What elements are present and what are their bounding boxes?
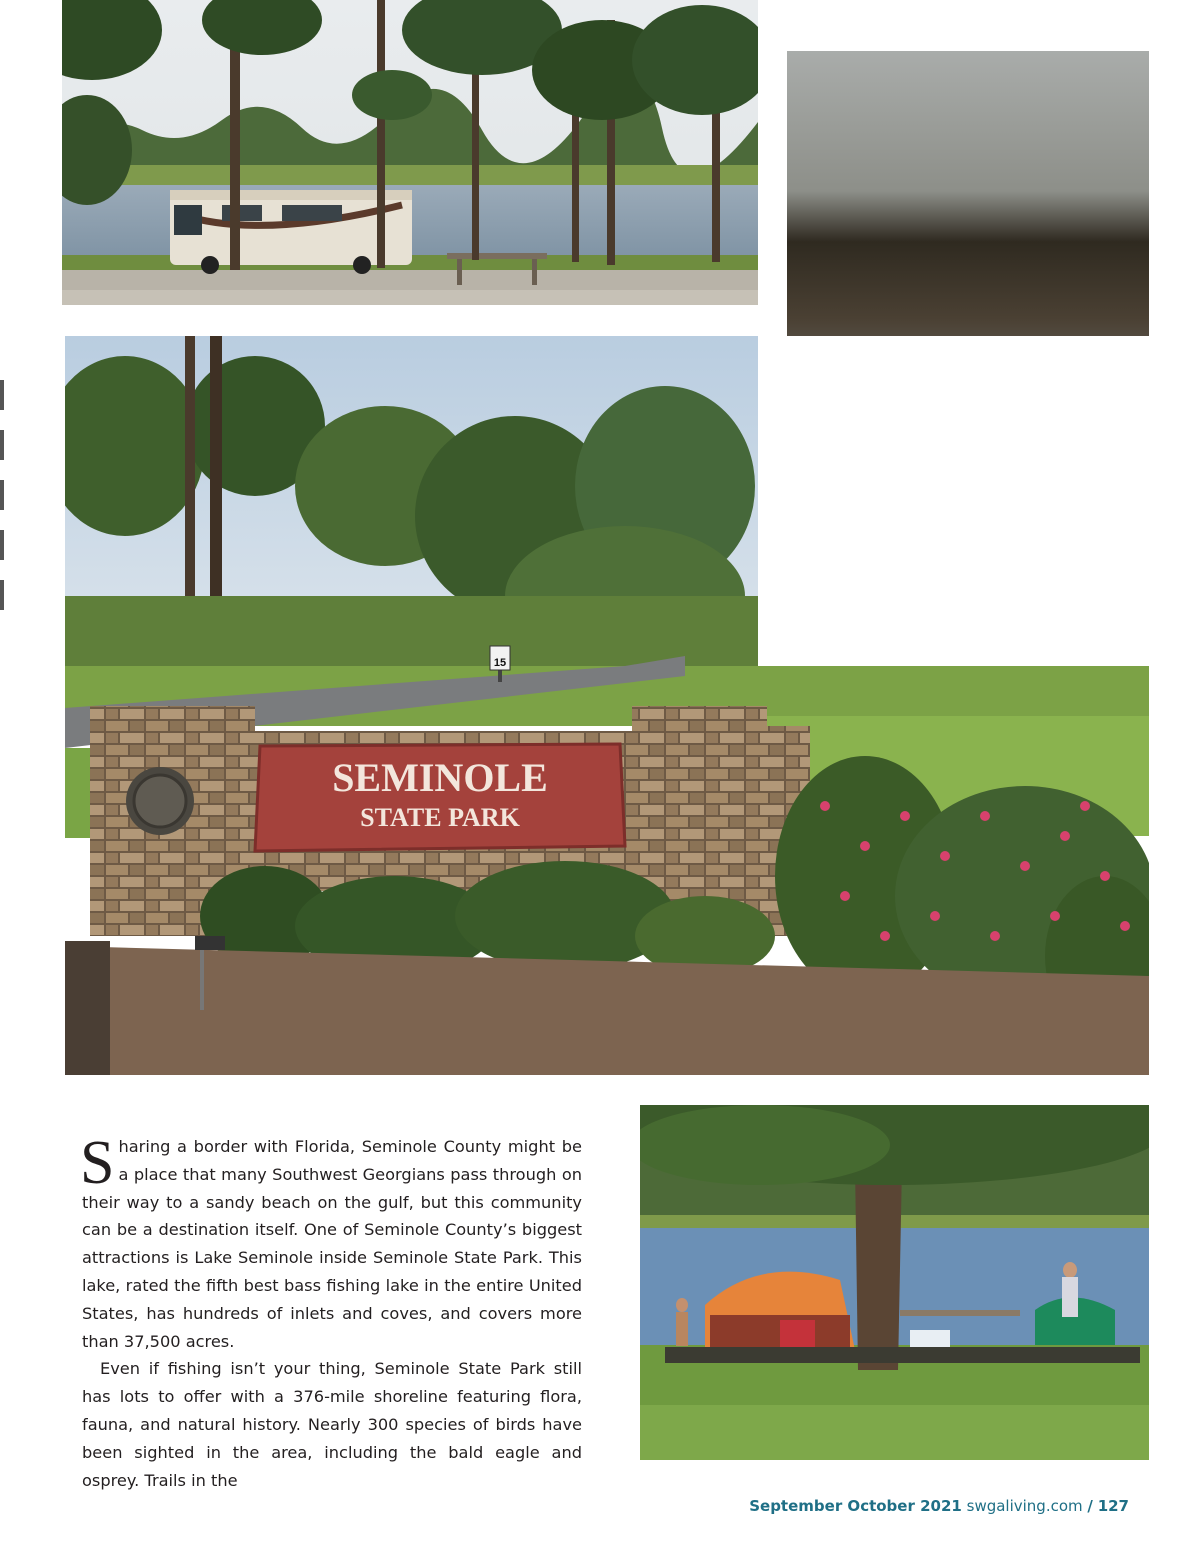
page-footer — [749, 1497, 1129, 1515]
article-paragraph-2: Even if fishing isn’t your thing, Seminole State Park still has lots to offer with a 376-mile shoreline featuring flora, fauna, and natural history. Nearly 300 species of birds have been sighted in the area, including the bald eagle and osprey. Trails in the — [82, 1359, 582, 1490]
park-entrance-sign-photo — [65, 336, 1149, 1075]
article-paragraph-1 — [80, 1129, 582, 1355]
article-paragraph-1-text: haring a border with Florida, Seminole County might be a place that many Southwest Georgians pass through on their way to a sandy beach on the gulf, but this community can be a destination itself. One of Seminole County’s biggest attractions is Lake Seminole inside Seminole State Park. This lake, rated the fifth best bass fishing lake in the entire United States, has hundreds of inlets and coves, and covers more than 37,500 acres. — [82, 1137, 582, 1351]
sign-title: SEMINOLE — [332, 755, 548, 800]
sign-subtitle: STATE PARK — [360, 803, 520, 832]
website-link[interactable]: swgaliving.com — [966, 1497, 1083, 1515]
issue-date: September October 2021 — [749, 1497, 962, 1515]
drop-cap: S — [80, 1129, 115, 1197]
lakeside-picnic-photo — [640, 1105, 1149, 1460]
footer-separator: / — [1087, 1497, 1093, 1515]
page-edge-marks — [0, 380, 4, 720]
rv-campsite-lake-photo — [62, 0, 758, 305]
speed-limit-sign: 15 — [493, 657, 507, 669]
article-body — [80, 1129, 582, 1494]
page-number: 127 — [1097, 1497, 1129, 1515]
